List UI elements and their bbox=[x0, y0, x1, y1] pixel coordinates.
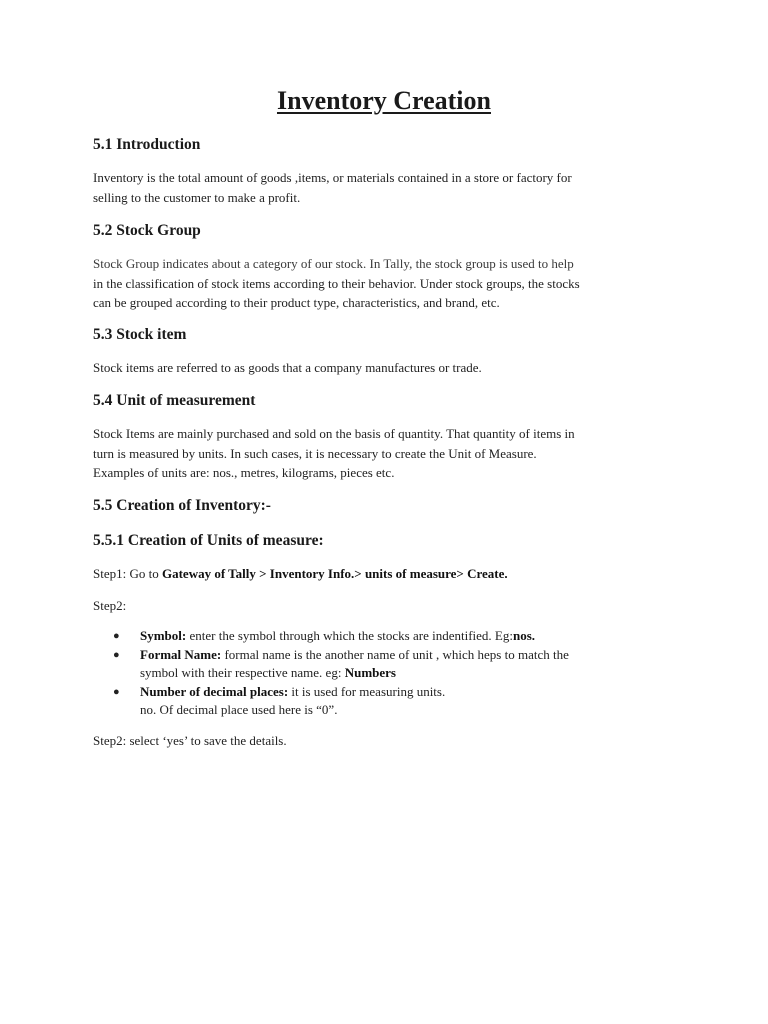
paragraph-stock-item bbox=[93, 358, 678, 378]
page-title: Inventory Creation bbox=[276, 86, 491, 115]
bullet-icon: ● bbox=[113, 685, 120, 698]
text-line: turn is measured by units. In such cases, it is necessary to create the Unit of Measure. bbox=[93, 445, 537, 461]
bullet-term: Number of decimal places: bbox=[140, 683, 289, 699]
step2-final: Step2: select ‘yes’ to save the details. bbox=[93, 733, 287, 748]
paragraph-stock-group bbox=[93, 254, 678, 313]
bullet-text: it is used for measuring units. bbox=[288, 683, 446, 699]
bullet-term: Formal Name: bbox=[140, 646, 222, 662]
heading-introduction: 5.1 Introduction bbox=[93, 136, 201, 153]
heading-creation-of-units: 5.5.1 Creation of Units of measure: bbox=[93, 532, 324, 549]
heading-creation-of-inventory: 5.5 Creation of Inventory:- bbox=[93, 497, 271, 514]
text-line: Stock items are referred to as goods that a company manufactures or trade. bbox=[93, 360, 482, 375]
text-line: Stock Group indicates about a category of our stock. In Tally, the stock group is used to help bbox=[93, 256, 574, 271]
bullet-text: enter the symbol through which the stocks are indentified. Eg: bbox=[186, 628, 513, 643]
text-line: can be grouped according to their product type, characteristics, and brand, etc. bbox=[93, 295, 500, 310]
step1-path: Gateway of Tally > Inventory Info.> units of measure> Create. bbox=[161, 566, 508, 581]
text-line: Inventory is the total amount of goods ,items, or materials contained in a store or factory for bbox=[93, 170, 572, 185]
bullet-term: Symbol: bbox=[140, 628, 187, 643]
text-line: in the classification of stock items according to their behavior. Under stock groups, the stocks bbox=[93, 275, 580, 291]
list-item bbox=[113, 683, 678, 720]
text-line: selling to the customer to make a profit. bbox=[93, 189, 301, 205]
bullet-emph: Numbers bbox=[344, 665, 396, 680]
list-item bbox=[113, 627, 678, 646]
text-line: Stock Items are mainly purchased and sold on the basis of quantity. That quantity of items in bbox=[93, 426, 575, 441]
bullet-emph: nos. bbox=[512, 628, 536, 643]
heading-unit-of-measurement: 5.4 Unit of measurement bbox=[93, 392, 256, 409]
bullet-text: formal name is the another name of unit , which heps to match the bbox=[221, 646, 569, 662]
bullet-text-line2: no. Of decimal place used here is “0”. bbox=[140, 702, 338, 717]
bullet-icon: ● bbox=[113, 630, 120, 642]
text-line: Examples of units are: nos., metres, kilograms, pieces etc. bbox=[93, 465, 395, 480]
step1-prefix: Step1: Go to bbox=[93, 566, 162, 581]
list-item bbox=[113, 646, 678, 683]
step2-label: Step2: bbox=[93, 598, 127, 613]
heading-stock-group: 5.2 Stock Group bbox=[93, 222, 201, 239]
bullet-list bbox=[113, 627, 678, 720]
paragraph-unit-of-measurement bbox=[93, 424, 678, 483]
paragraph-introduction bbox=[93, 168, 678, 207]
bullet-text-line2: symbol with their respective name. eg: bbox=[140, 665, 345, 680]
step1 bbox=[93, 564, 678, 584]
heading-stock-item: 5.3 Stock item bbox=[93, 326, 187, 343]
bullet-icon: ● bbox=[113, 648, 120, 661]
